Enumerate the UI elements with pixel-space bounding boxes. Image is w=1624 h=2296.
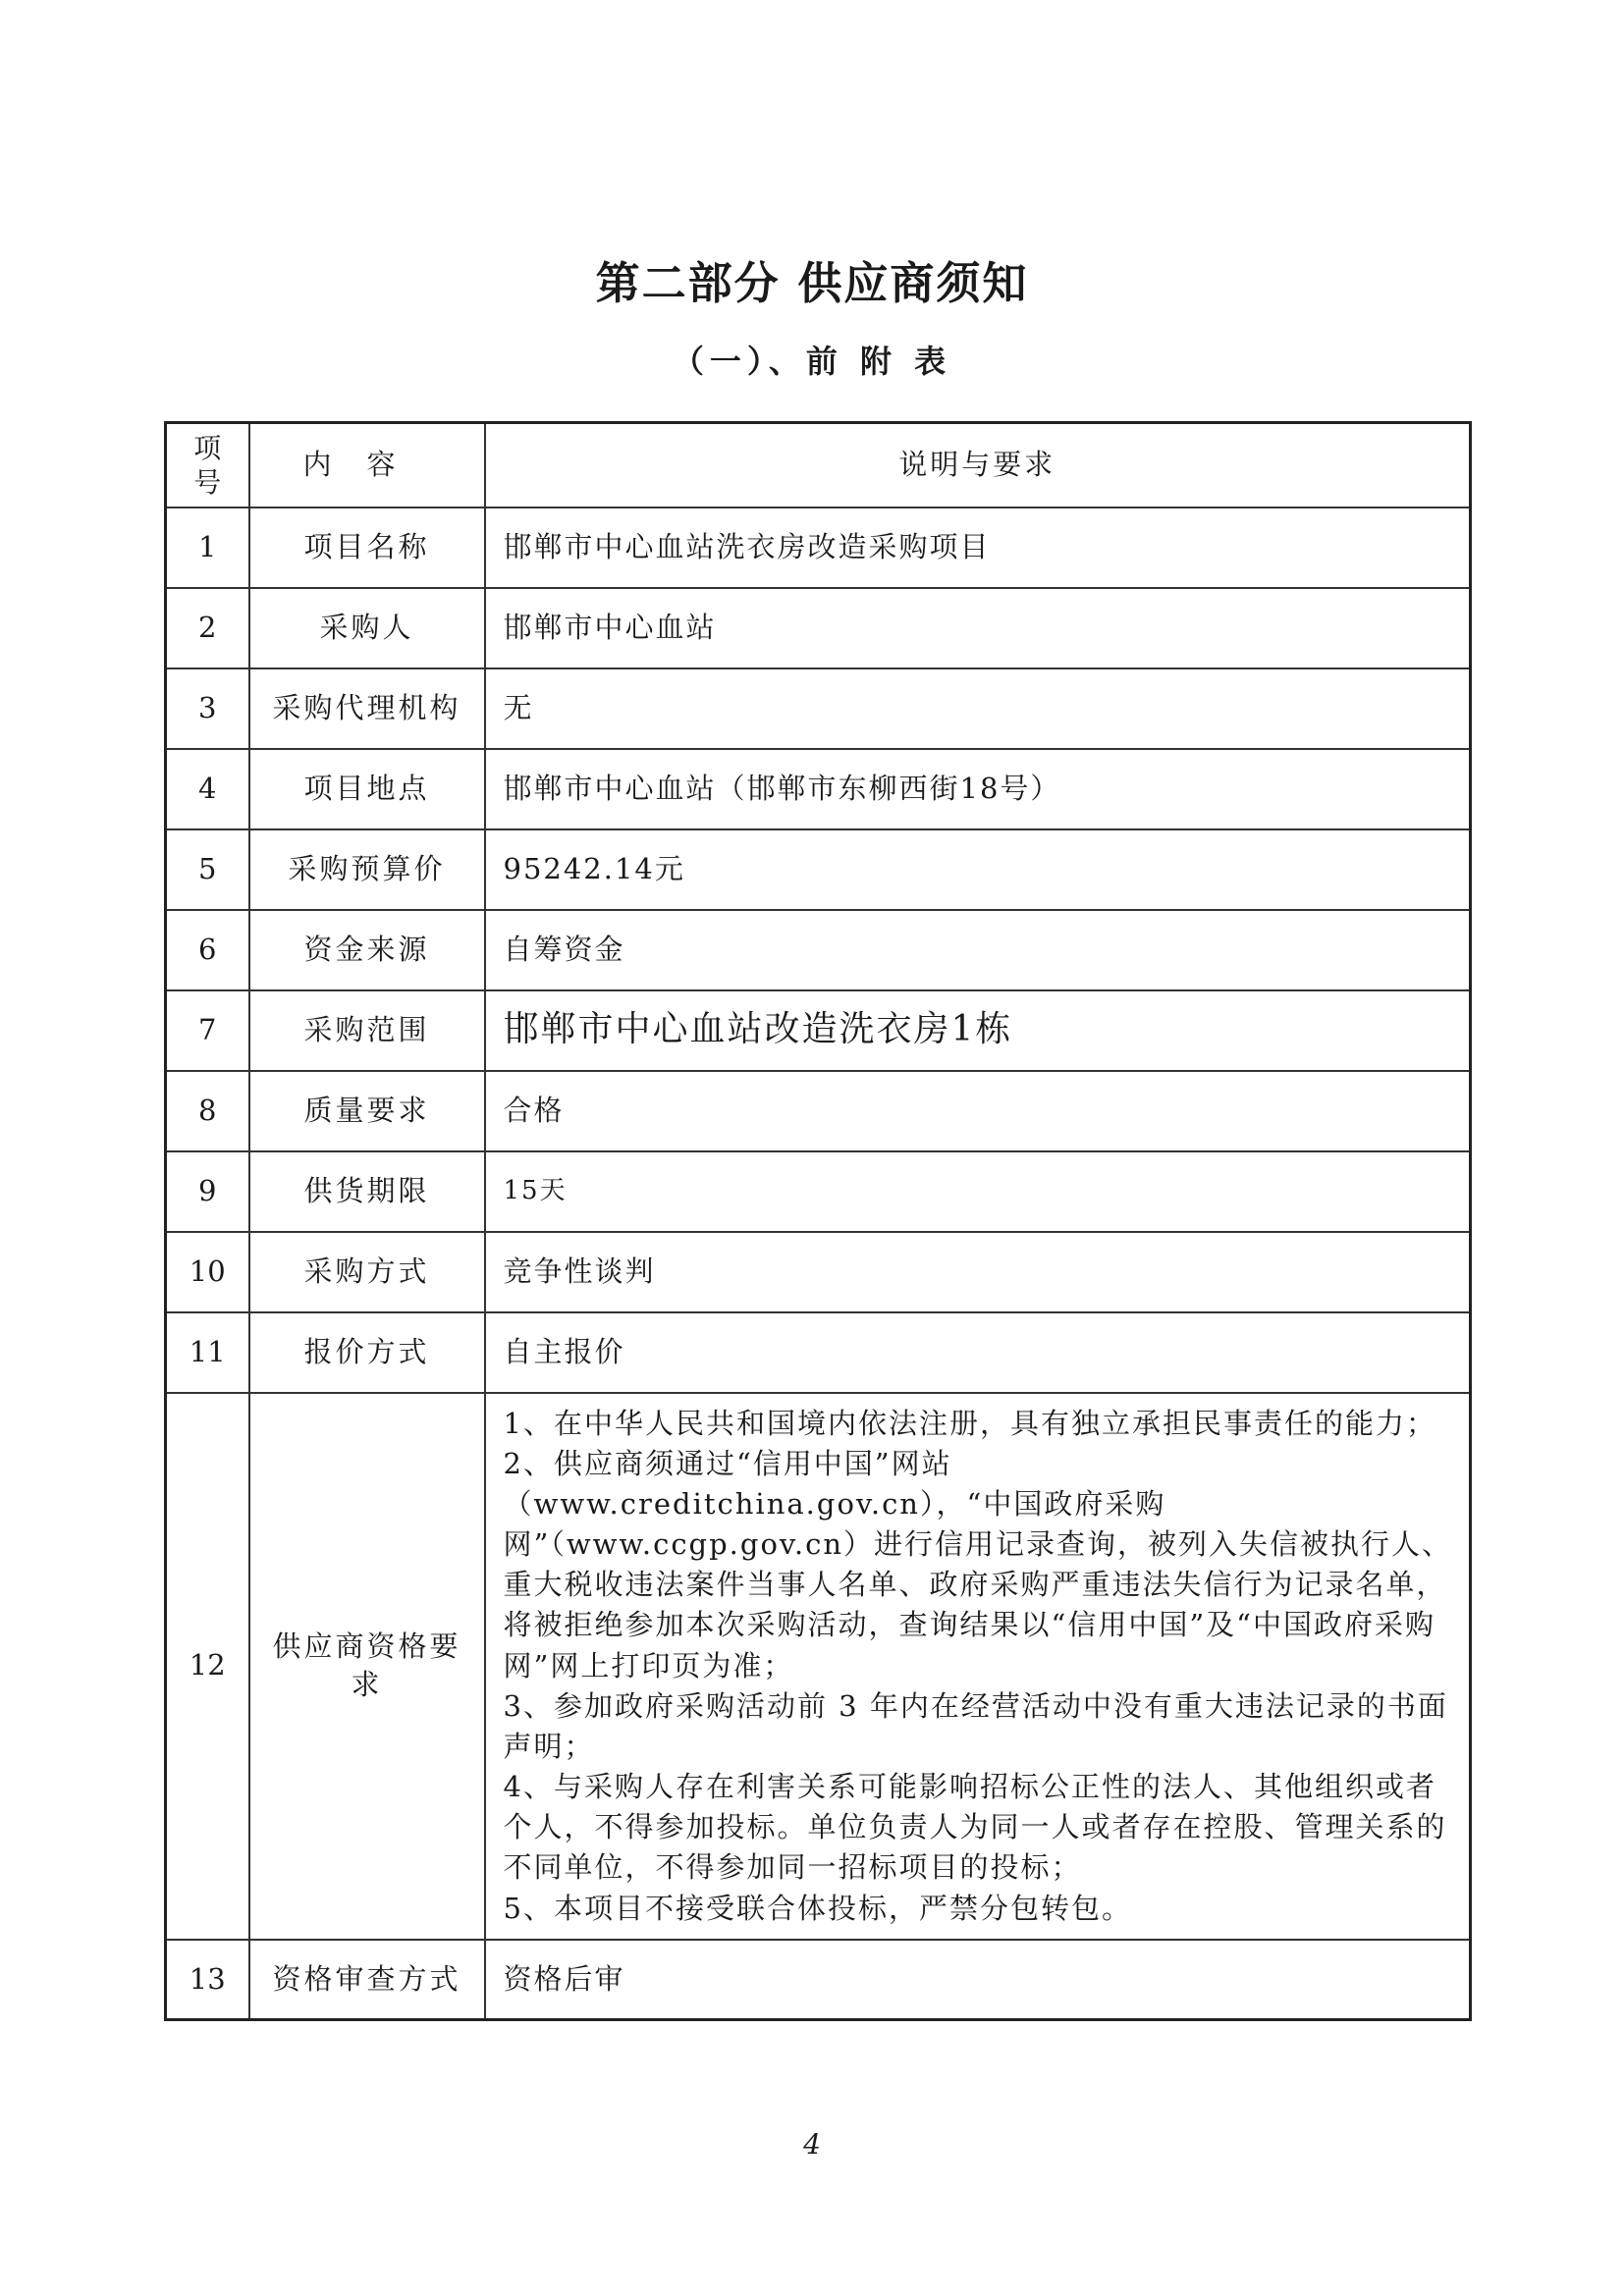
row-no: 3: [166, 668, 249, 749]
row-no: 1: [166, 507, 249, 588]
requirement-item: 4、与采购人存在利害关系可能影响招标公正性的法人、其他组织或者个人，不得参加投标。单位负责人为同一人或者存在控股、管理关系的不同单位，不得参加同一招标项目的投标；: [503, 1770, 1447, 1885]
section-title: （一）、前 附 表: [672, 343, 952, 380]
row-item: 项目地点: [249, 749, 485, 829]
row-item: 采购人: [249, 588, 485, 668]
row-item: 质量要求: [249, 1071, 485, 1151]
row-item: 项目名称: [249, 507, 485, 588]
row-item: 资金来源: [249, 910, 485, 990]
row-item: 供应商资格要求: [249, 1393, 485, 1940]
row-no: 6: [166, 910, 249, 990]
row-item: 资格审查方式: [249, 1940, 485, 2020]
row-no: 10: [166, 1232, 249, 1312]
row-no: 13: [166, 1940, 249, 2020]
row-item: 报价方式: [249, 1312, 485, 1393]
requirements-table-container: [164, 421, 1469, 2021]
row-no: 8: [166, 1071, 249, 1151]
row-item: 采购方式: [249, 1232, 485, 1312]
row-desc: 邯郸市中心血站改造洗衣房1栋: [485, 990, 1471, 1071]
row-desc: 无: [485, 668, 1471, 749]
table-row: [166, 1232, 1471, 1312]
header-no-top: 项: [193, 431, 222, 464]
table-row: [166, 990, 1471, 1071]
requirements-table: [164, 421, 1472, 2021]
row-item: 供货期限: [249, 1151, 485, 1232]
page-number: 4: [803, 2128, 821, 2161]
requirement-item: 3、参加政府采购活动前 3 年内在经营活动中没有重大违法记录的书面声明；: [503, 1688, 1448, 1763]
row-no: 2: [166, 588, 249, 668]
requirement-item: 5、本项目不接受联合体投标，严禁分包转包。: [503, 1891, 1132, 1925]
table-row: [166, 588, 1471, 668]
row-no: 7: [166, 990, 249, 1071]
table-row: [166, 668, 1471, 749]
table-row: [166, 829, 1471, 910]
row-no: 5: [166, 829, 249, 910]
table-row: [166, 1312, 1471, 1393]
row-no: 4: [166, 749, 249, 829]
row-desc: 自主报价: [485, 1312, 1471, 1393]
row-desc: 自筹资金: [485, 910, 1471, 990]
row-desc: 邯郸市中心血站: [485, 588, 1471, 668]
row-desc: 竞争性谈判: [485, 1232, 1471, 1312]
row-item: 采购预算价: [249, 829, 485, 910]
row-desc: 资格后审: [485, 1940, 1471, 2020]
row-item: 采购代理机构: [249, 668, 485, 749]
header-no-bottom: 号: [193, 465, 222, 499]
table-row: [166, 507, 1471, 588]
table-row: [166, 1940, 1471, 2020]
requirement-item: 1、在中华人民共和国境内依法注册，具有独立承担民事责任的能力；: [503, 1406, 1436, 1440]
row-desc: 合格: [485, 1071, 1471, 1151]
header-item: 内容: [249, 423, 485, 507]
table-header-row: [166, 423, 1471, 507]
qualification-requirements: [485, 1393, 1471, 1940]
row-desc: 95242.14元: [485, 829, 1471, 910]
requirement-item: 2、供应商须通过“信用中国”网站（www.creditchina.gov.cn），“中国政府采购网”（www.ccgp.gov.cn）进行信用记录查询，被列入失信被执行人、重大税收违法案件当事人名单、政府采购严重违法失信行为记录名单，将被拒绝参加本次采购活动，查询结果以“信用中国”及“中国政府采购网”网上打印页为准；: [503, 1446, 1453, 1682]
table-row: [166, 1151, 1471, 1232]
row-desc: 邯郸市中心血站洗衣房改造采购项目: [485, 507, 1471, 588]
page-title: 第二部分 供应商须知: [595, 257, 1029, 309]
row-no: 11: [166, 1312, 249, 1393]
header-desc: 说明与要求: [485, 423, 1471, 507]
header-no: [166, 423, 249, 507]
table-row-qualifications: [166, 1393, 1471, 1940]
row-desc: 邯郸市中心血站（邯郸市东柳西街18号）: [485, 749, 1471, 829]
table-row: [166, 910, 1471, 990]
row-desc: 15天: [485, 1151, 1471, 1232]
row-item: 采购范围: [249, 990, 485, 1071]
table-row: [166, 749, 1471, 829]
row-no: 12: [166, 1393, 249, 1940]
table-row: [166, 1071, 1471, 1151]
row-no: 9: [166, 1151, 249, 1232]
